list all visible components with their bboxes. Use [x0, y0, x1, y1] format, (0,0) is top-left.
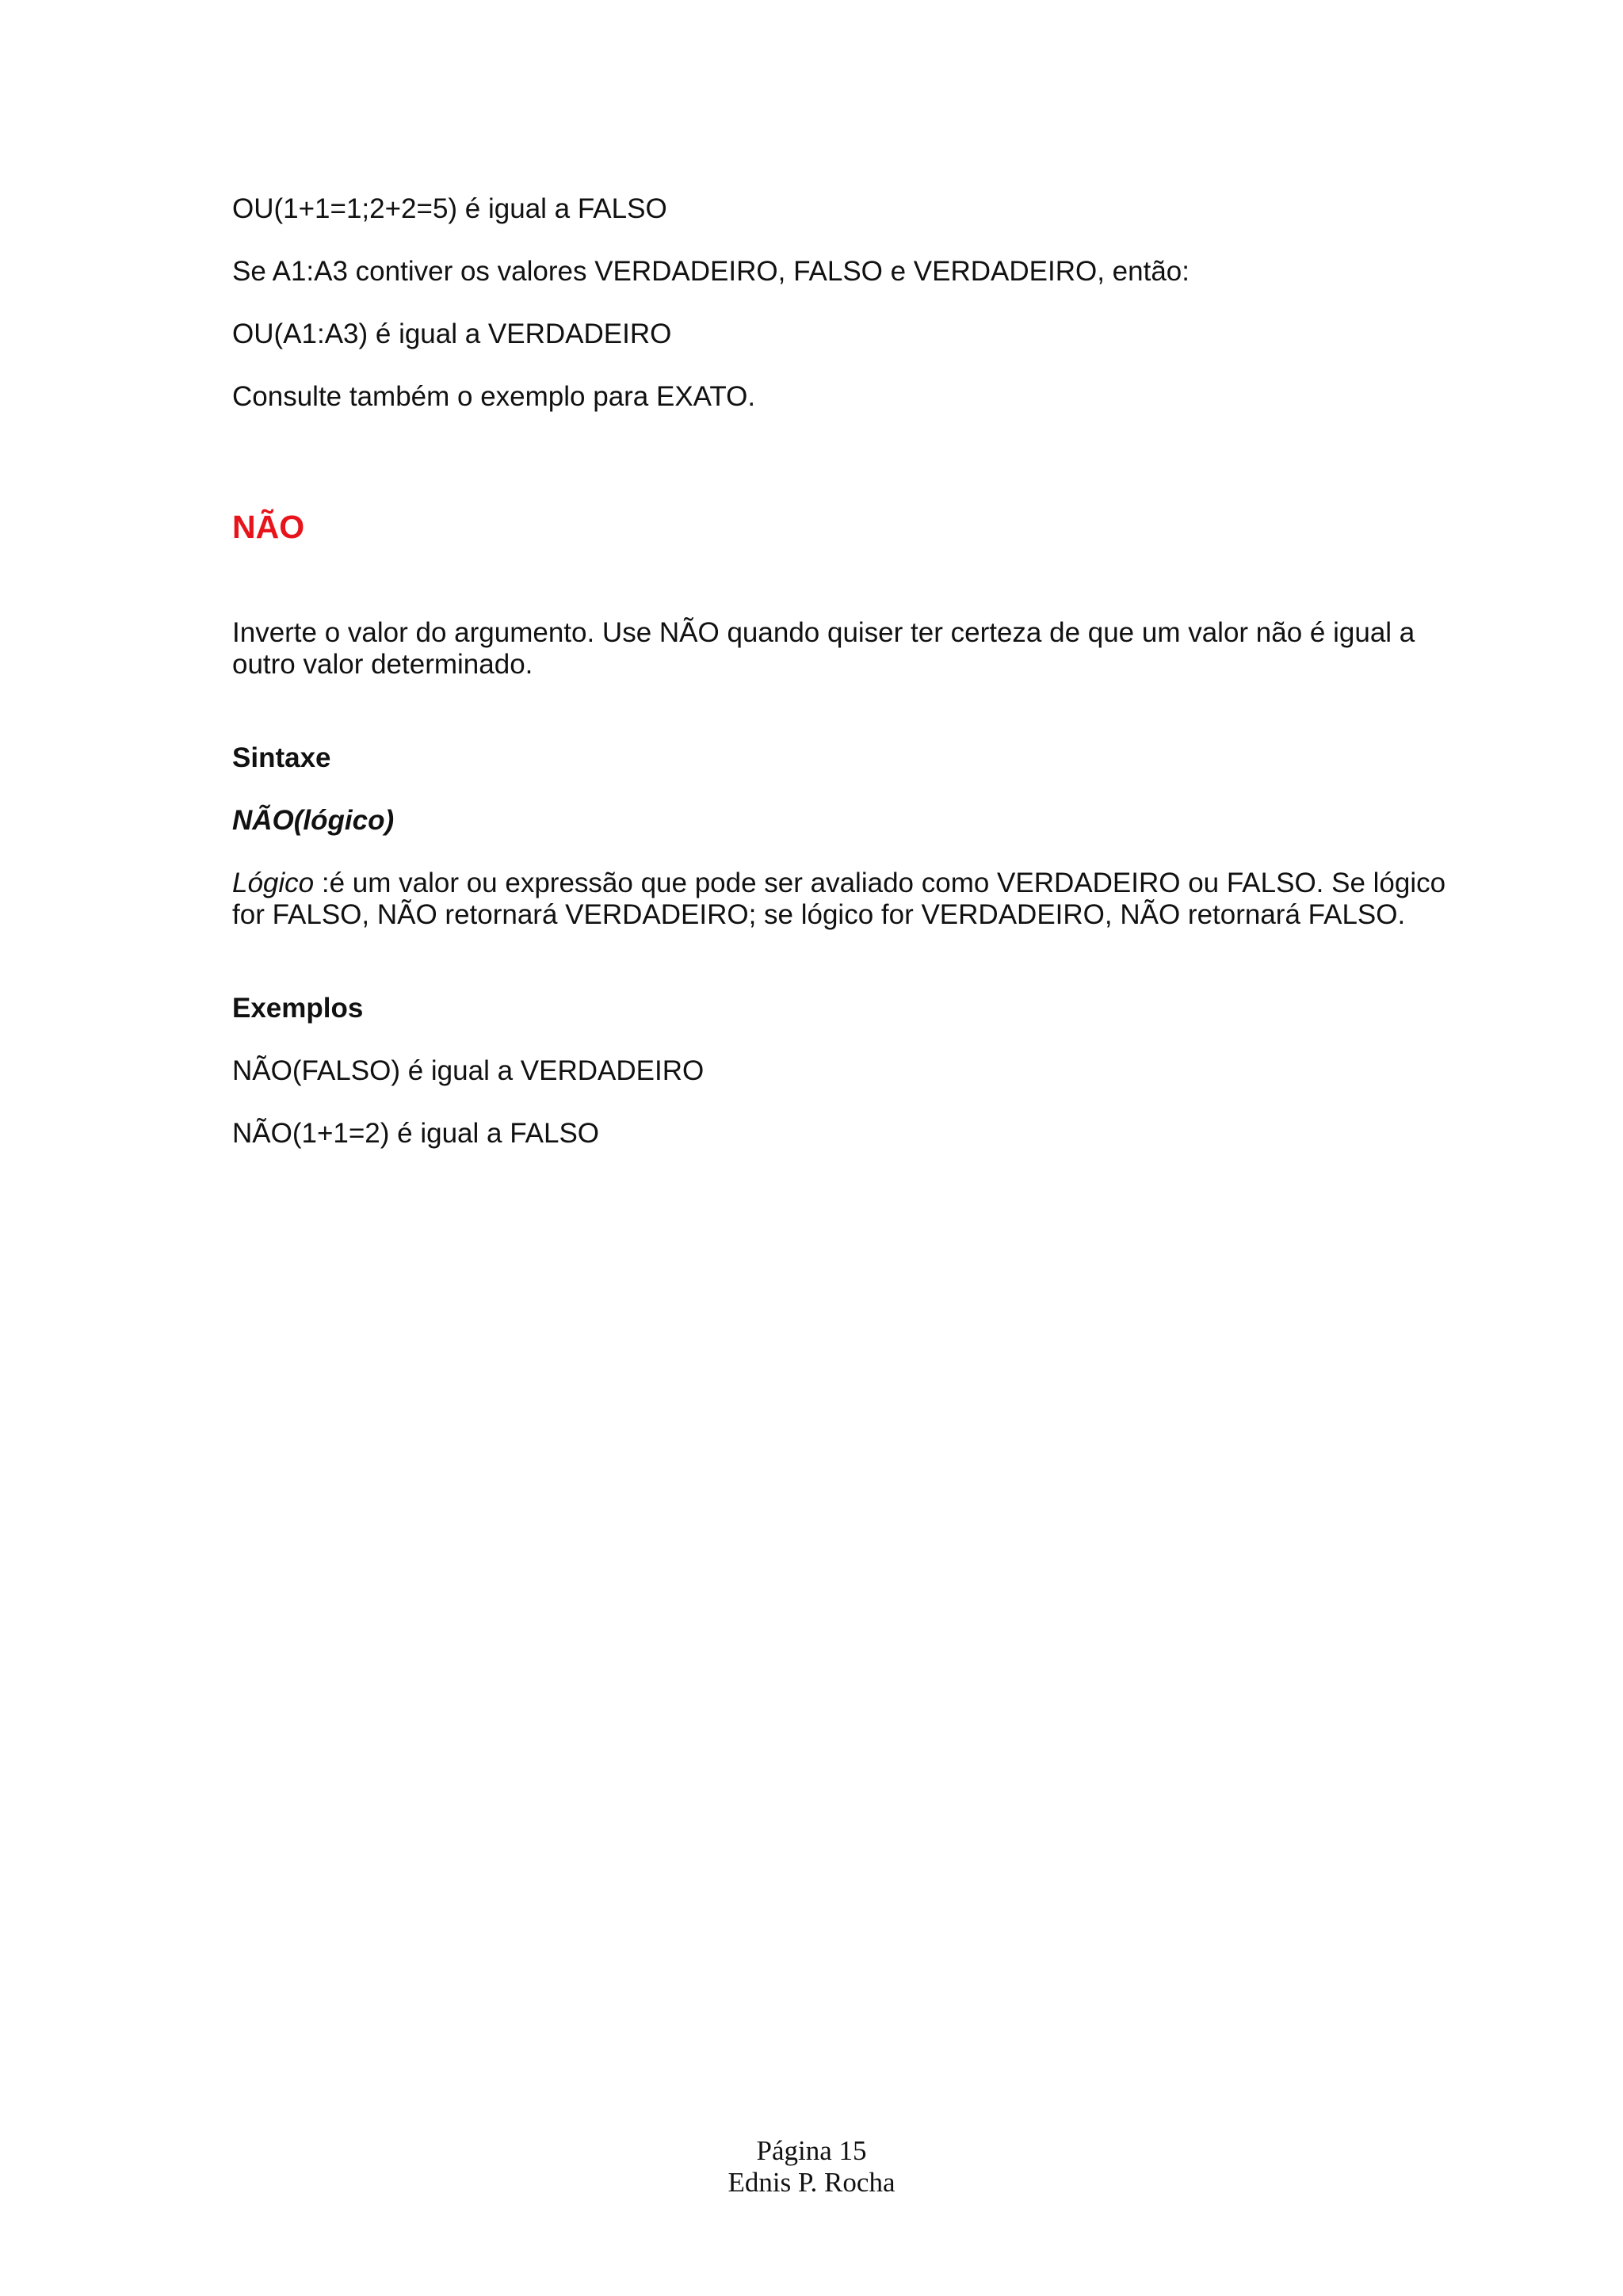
- footer-author: Ednis P. Rocha: [727, 2167, 896, 2198]
- intro-line-4: Consulte também o exemplo para EXATO.: [232, 381, 756, 412]
- examples-heading: Exemplos: [232, 993, 364, 1024]
- intro-line-2: Se A1:A3 contiver os valores VERDADEIRO, FALSO e VERDADEIRO, então:: [232, 256, 1190, 287]
- example-item-2: NÃO(1+1=2) é igual a FALSO: [232, 1118, 600, 1149]
- section-title: NÃO: [232, 509, 305, 545]
- intro-line-1: OU(1+1=1;2+2=5) é igual a FALSO: [232, 193, 667, 224]
- footer-page-number: Página 15: [756, 2135, 867, 2166]
- section-description: Inverte o valor do argumento. Use NÃO quando quiser ter certeza de que um valor não é igual a outro valor determinado.: [232, 617, 1415, 680]
- argument-text: :é um valor ou expressão que pode ser avaliado como VERDADEIRO ou FALSO. Se lógico for FALSO, NÃO retornará VERDADEIRO; se lógico for VERDADEIRO, NÃO retornará FALSO.: [232, 868, 1446, 930]
- intro-line-3: OU(A1:A3) é igual a VERDADEIRO: [232, 318, 672, 349]
- argument-description: [232, 868, 1484, 931]
- argument-name: Lógico: [232, 868, 315, 898]
- example-item-1: NÃO(FALSO) é igual a VERDADEIRO: [232, 1055, 705, 1086]
- syntax-heading: Sintaxe: [232, 742, 331, 773]
- syntax-signature: NÃO(lógico): [232, 805, 395, 836]
